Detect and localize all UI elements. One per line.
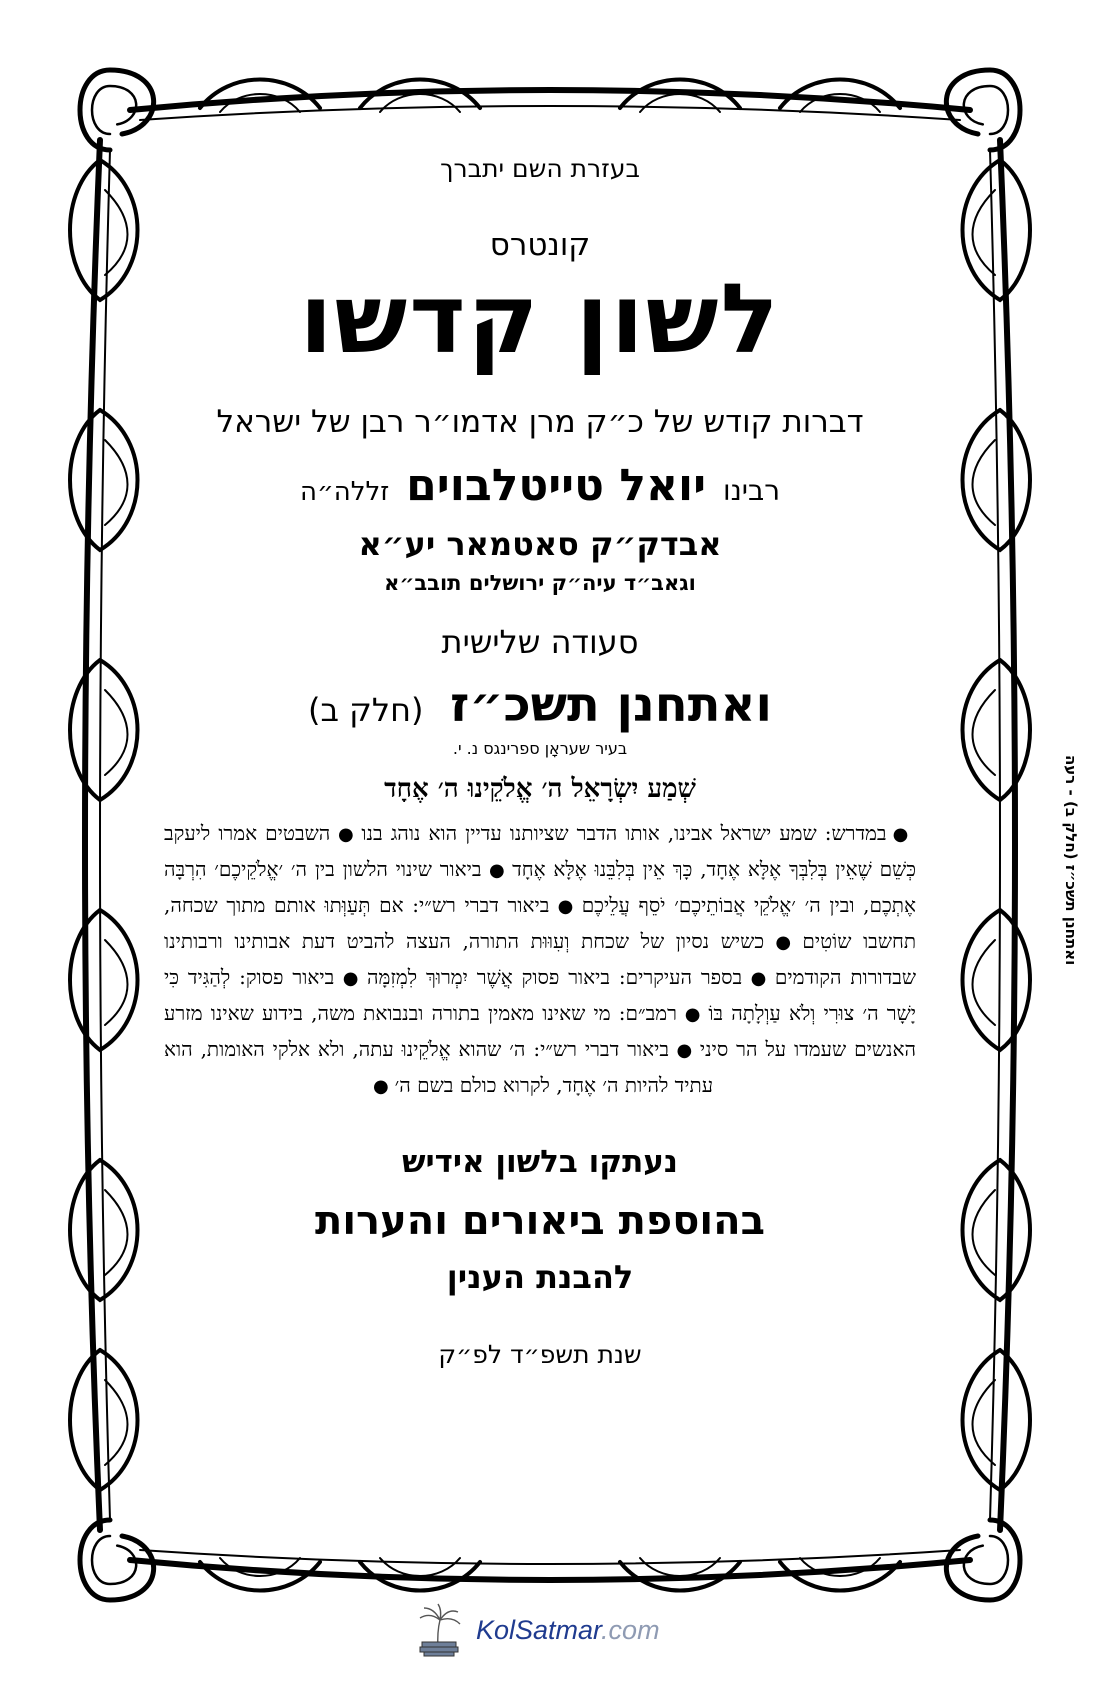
additions-line: בהוספת ביאורים והערות [315, 1197, 765, 1244]
translated-line: נעתקו בלשון אידיש [402, 1143, 678, 1180]
bullet-icon: ● [372, 1075, 389, 1097]
flourish-stroke [380, 94, 460, 112]
summary-item: השבטים אמרו ליעקב כְּשֵׁם שֶׁאֵין בְּלִבְּךָ אֶלָּא אֶחָד, כָּךְ אֵין בְּלִבֵּנוּ אֶלָּא אֶחָד [164, 820, 916, 881]
part-label: (חלק ב) [308, 690, 424, 729]
flourish-stroke [973, 690, 996, 775]
understanding-line: להבנת הענין [446, 1257, 634, 1296]
vgavad-line: וגאב״ד עיה״ק ירושלים תובב״א [384, 570, 696, 595]
bullet-icon: ● [674, 1039, 694, 1061]
parsha-title [150, 677, 930, 733]
summary-item: ביאור פסוק: לְהַגִּיד כִּי יָשָׁר ה׳ צוּרִי וְלֹא עַוְלָתָה בּוֹ [164, 964, 916, 1025]
title-page-content [150, 140, 930, 1540]
summary-item: ביאור דברי רש״י: ה׳ שהוא אֱלֹקֵינוּ עתה, ולא אלקי האומות, הוא עתיד להיות ה׳ אֶחָד, לקרוא כולם בשם ה׳ [164, 1036, 714, 1097]
bullet-icon: ● [748, 967, 769, 989]
flourish-stroke [105, 940, 128, 1025]
bullet-icon: ● [336, 823, 356, 845]
rebbe-line [150, 460, 930, 511]
pasuk-heading: שְׁמַע יִשְׂרָאֵל ה׳ אֱלֹקֵינוּ ה׳ אֶחָד [384, 773, 696, 804]
summary-item: בספר העיקרים: ביאור פסוק אֲשֶׁר יִמְרוּךְ לִמְזִמָּה [367, 964, 743, 989]
flourish-stroke [380, 1558, 460, 1576]
rebbe-suffix: זללה״ה [299, 476, 390, 507]
main-title: לשון קדשו [299, 263, 781, 375]
logo-tld: .com [601, 1614, 660, 1645]
bullet-icon: ● [487, 859, 507, 881]
flourish-stroke [640, 94, 720, 112]
rebbe-name: יואל טייטלבוים [406, 459, 707, 511]
palm-tree-books-icon [410, 1602, 466, 1658]
attribution-line: דברות קודש של כ״ק מרן אדמו״ר רבן של ישראל [216, 403, 864, 440]
bullet-icon: ● [340, 967, 361, 989]
flourish-stroke [973, 440, 996, 525]
side-label: ואתחנן תשכ״ז (חלק ב) - רעה [1062, 754, 1080, 966]
parsha-name: ואתחנן תשכ״ז [450, 676, 772, 733]
bullet-icon: ● [682, 1003, 703, 1025]
flourish-stroke [973, 1190, 996, 1275]
logo-text [476, 1615, 660, 1646]
year-line: שנת תשפ״ד לפ״ק [438, 1339, 642, 1369]
rebbe-prefix: רבינו [722, 473, 781, 507]
logo-name: KolSatmar [476, 1614, 602, 1645]
flourish-stroke [105, 440, 128, 525]
seuda-label: סעודה שלישית [441, 622, 639, 661]
summary-item: במדרש: שמע ישראל אבינו, אותו הדבר שציותנו עדיין הוא נוהג בנו [361, 820, 887, 845]
blessing-heading: בעזרת השם יתברך [440, 154, 640, 183]
flourish-stroke [105, 690, 128, 775]
flourish-stroke [973, 940, 996, 1025]
flourish-stroke [640, 1558, 720, 1576]
bullet-icon: ● [770, 931, 797, 953]
bullet-icon: ● [892, 823, 910, 845]
site-logo[interactable] [410, 1602, 690, 1658]
location-line: בעיר שעראָן ספרינגס נ. י. [452, 738, 628, 758]
summary-item: ביאור דברי רש״י: אם תְּעַוְּתוּ אותם מתוך שכחה, תחשבו שוֹטִים [164, 892, 917, 953]
summary-item: רמב״ם: מי שאינו מאמין בתורה ובנבואת משה, בידוע שאינו מזרע האנשים שעמדו על הר סיני [164, 1000, 916, 1061]
summary-item: ביאור שינוי הלשון בין ה׳ ׳אֱלֹקֵיכֶם׳ הִרְבָּה אֶתְכֶם, ובין ה׳ ׳אֱלֹקֵי אֲבוֹתֵיכֶם׳ יֹסֵף עֲלֵיכֶם [164, 856, 916, 917]
avdak-line: אבדק״ק סאטמאר יע״א [358, 524, 722, 563]
kuntres-label: קונטרס [489, 227, 591, 263]
flourish-stroke [105, 1190, 128, 1275]
topics-summary [164, 816, 916, 1104]
bullet-icon: ● [555, 895, 576, 917]
summary-item: כשיש נסיון של שכחת וְעִוּוּת התורה, העצה להביט דעת אבותינו ורבותינו שבדורות הקודמים [164, 928, 916, 989]
